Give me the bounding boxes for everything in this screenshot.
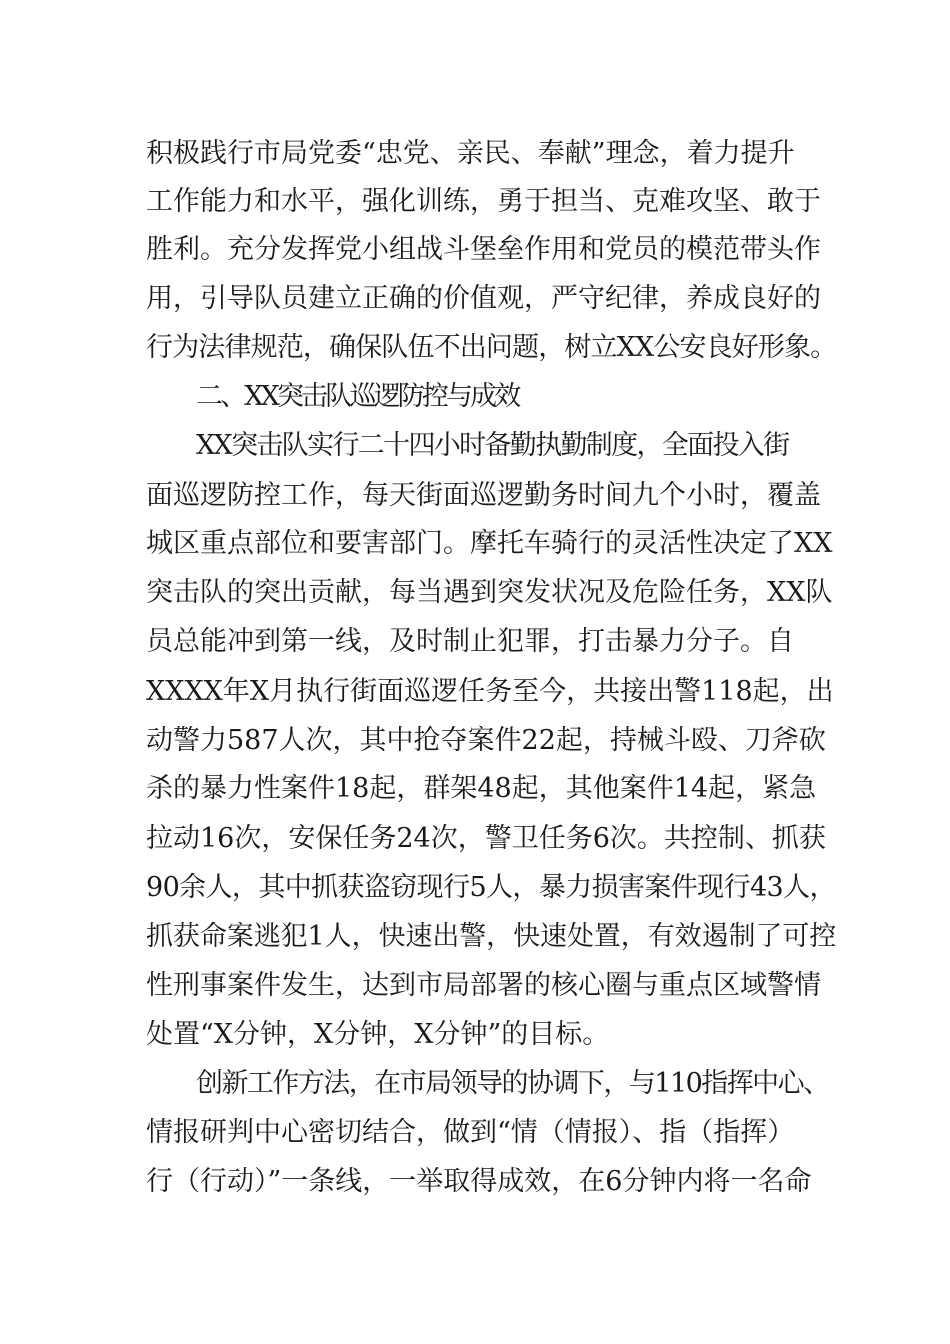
paragraph-line: 创新工作方法，在市局领导的协调下，与110指挥中心、	[196, 1068, 829, 1099]
paragraph-line: 面巡逻防控工作，每天街面巡逻勤务时间九个小时，覆盖	[146, 480, 821, 511]
paragraph-line: 行为法律规范，确保队伍不出问题，树立XX公安良好形象。	[146, 332, 837, 363]
paragraph-line: 处置“X分钟，X分钟，X分钟”的目标。	[146, 1019, 610, 1050]
paragraph-line: 拉动16次，安保任务24次，警卫任务6次。共控制、抓获	[146, 823, 826, 854]
paragraph-line: 胜利。充分发挥党小组战斗堡垒作用和党员的模范带头作	[146, 234, 821, 265]
paragraph-line: 行（行动）”一条线，一举取得成效，在6分钟内将一名命	[146, 1166, 812, 1197]
paragraph-line: 用，引导队员建立正确的价值观，严守纪律，养成良好的	[146, 283, 821, 314]
paragraph-line: XX突击队实行二十四小时备勤执勤制度，全面投入街	[196, 430, 789, 461]
paragraph-line: 城区重点部位和要害部门。摩托车骑行的灵活性决定了XX	[146, 528, 833, 559]
paragraph-line: 抓获命案逃犯1人，快速出警，快速处置，有效遏制了可控	[146, 921, 837, 952]
paragraph-line: 员总能冲到第一线，及时制止犯罪，打击暴力分子。自	[146, 626, 794, 657]
paragraph-line: 积极践行市局党委“忠党、亲民、奉献”理念，着力提升	[146, 138, 795, 169]
paragraph-line: XXXX年X月执行街面巡逻任务至今，共接出警118起，出	[146, 676, 834, 707]
paragraph-line: 90余人，其中抓获盗窃现行5人，暴力损害案件现行43人，	[146, 872, 836, 903]
paragraph-line: 动警力587人次，其中抢夺案件22起，持械斗殴、刀斧砍	[146, 725, 826, 756]
paragraph-line: 工作能力和水平，强化训练，勇于担当、克难攻坚、敢于	[146, 186, 821, 217]
paragraph-line: 性刑事案件发生，达到市局部署的核心圈与重点区域警情	[146, 970, 821, 1001]
paragraph-line: 杀的暴力性案件18起，群架48起，其他案件14起，紧急	[146, 773, 817, 804]
paragraph-line: 情报研判中心密切结合，做到“情（情报）、指（指挥）	[146, 1117, 795, 1148]
paragraph-line: 突击队的突出贡献，每当遇到突发状况及危险任务，XX队	[146, 577, 833, 608]
section-heading: 二、XX突击队巡逻防控与成效	[196, 381, 519, 412]
